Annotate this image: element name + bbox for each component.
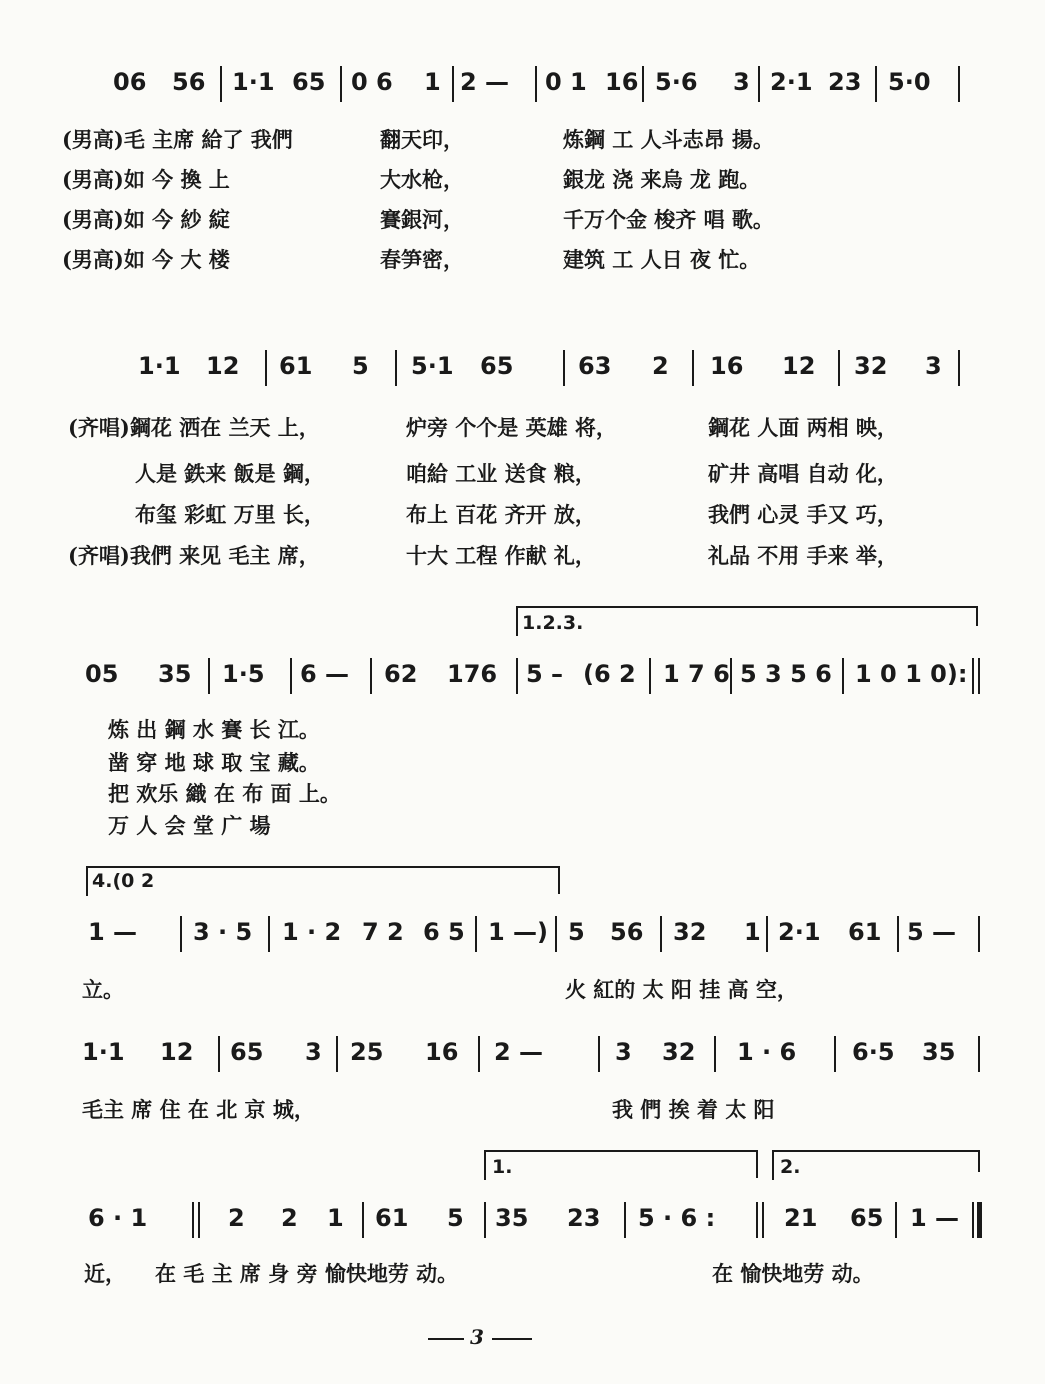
note-group: 1 7 6 — [663, 660, 730, 688]
volta-bracket — [516, 606, 976, 608]
note-group: 1·1 — [138, 352, 181, 380]
barline — [563, 350, 565, 386]
note-group: 32 — [854, 352, 888, 380]
note-group: 65 — [850, 1204, 884, 1232]
note-group: 12 — [782, 352, 816, 380]
note-group: 16 — [605, 68, 639, 96]
barline — [660, 916, 662, 952]
note-group: 3 · 5 — [193, 918, 253, 946]
lyric-line — [0, 972, 1045, 1002]
note-group: 05 — [85, 660, 119, 688]
note-group: 6 5 — [423, 918, 465, 946]
volta-bracket — [976, 606, 978, 626]
barline — [336, 1036, 338, 1072]
note-group: 5·1 — [411, 352, 454, 380]
barline — [218, 1036, 220, 1072]
barline — [958, 350, 960, 386]
barline — [362, 1202, 364, 1238]
lyric-line — [0, 538, 1045, 568]
lyric-segment: 十大 工程 作献 礼， — [406, 543, 596, 568]
barline — [642, 66, 644, 102]
volta-bracket — [484, 1150, 486, 1180]
lyric-line — [0, 497, 1045, 527]
lyric-segment: 炉旁 个个是 英雄 将， — [406, 415, 617, 440]
note-group: 21 — [784, 1204, 818, 1232]
lyric-line — [0, 202, 1045, 232]
repeat-barline — [978, 658, 980, 694]
barline — [340, 66, 342, 102]
lyric-segment: 建筑 工 人日 夜 忙。 — [563, 247, 761, 272]
lyric-segment: 翻天印， — [380, 127, 464, 152]
barline — [978, 916, 980, 952]
note-group: 0 1 — [545, 68, 587, 96]
lyric-segment: (男高)如 今 紗 綻 — [62, 207, 230, 232]
lyric-segment: 布玺 彩虹 万里 长， — [135, 502, 325, 527]
note-group: (6 2 — [583, 660, 636, 688]
note-group: 6 — — [300, 660, 350, 688]
volta-bracket — [978, 1150, 980, 1172]
lyric-segment: 在 愉快地劳 动。 — [712, 1261, 874, 1286]
note-group: 2·1 — [778, 918, 821, 946]
page-number: 3 — [470, 1325, 484, 1349]
note-group: 62 — [384, 660, 418, 688]
lyric-segment: 鋼花 人面 两相 映， — [708, 415, 898, 440]
note-group: 5 — — [907, 918, 957, 946]
note-group: 35 — [922, 1038, 956, 1066]
notation-row-2 — [0, 342, 1045, 386]
note-group: 176 — [447, 660, 498, 688]
lyric-line — [0, 745, 1045, 775]
barline — [535, 66, 537, 102]
note-group: 12 — [160, 1038, 194, 1066]
repeat-barline — [756, 1202, 758, 1238]
barline — [484, 1202, 486, 1238]
note-group: 56 — [610, 918, 644, 946]
volta-bracket — [772, 1150, 980, 1152]
lyric-line — [0, 122, 1045, 152]
lyric-segment: 賽銀河， — [380, 207, 464, 232]
note-group: 5·6 — [655, 68, 698, 96]
lyric-line — [0, 242, 1045, 272]
volta-bracket — [484, 1150, 756, 1152]
notation-row-1 — [0, 58, 1045, 102]
volta-label: 4.(0 2 — [92, 870, 155, 892]
lyric-line — [0, 808, 1045, 838]
barline — [842, 658, 844, 694]
note-group: 32 — [662, 1038, 696, 1066]
lyric-segment: 春笋密， — [380, 247, 464, 272]
notation-row-5 — [0, 1028, 1045, 1072]
barline — [265, 350, 267, 386]
volta-bracket — [86, 866, 88, 896]
barline — [598, 1036, 600, 1072]
note-group: 1 — [424, 68, 441, 96]
repeat-barline — [192, 1202, 194, 1238]
note-group: 1 0 1 0): — [855, 660, 968, 688]
lyric-segment: 把 欢乐 織 在 布 面 上。 — [108, 781, 341, 806]
volta-label: 2. — [780, 1156, 801, 1178]
note-group: 5 — [352, 352, 369, 380]
note-group: 1·1 — [232, 68, 275, 96]
note-group: 5·0 — [888, 68, 931, 96]
note-group: 06 — [113, 68, 147, 96]
lyric-line — [0, 456, 1045, 486]
lyric-segment: 人是 鉄来 飯是 鋼， — [135, 461, 325, 486]
volta-bracket — [756, 1150, 758, 1178]
note-group: 23 — [567, 1204, 601, 1232]
note-group: 1 — — [910, 1204, 960, 1232]
lyric-segment: 近， — [84, 1261, 126, 1286]
lyric-segment: (男高)如 今 大 楼 — [62, 247, 230, 272]
volta-bracket — [516, 606, 518, 636]
note-group: 6·5 — [852, 1038, 895, 1066]
barline — [452, 66, 454, 102]
barline — [692, 350, 694, 386]
lyric-segment: 火 紅的 太 阳 挂 高 空， — [565, 977, 798, 1002]
note-group: 2·1 — [770, 68, 813, 96]
note-group: 32 — [673, 918, 707, 946]
barline — [978, 1036, 980, 1072]
page-number-rule — [428, 1338, 464, 1340]
lyric-segment: 立。 — [82, 977, 124, 1002]
lyric-segment: 凿 穿 地 球 取 宝 藏。 — [108, 750, 320, 775]
repeat-barline — [198, 1202, 200, 1238]
lyric-segment: (男高)毛 主席 給了 我們 — [62, 127, 293, 152]
note-group: 56 — [172, 68, 206, 96]
notation-row-6 — [0, 1194, 1045, 1238]
barline — [875, 66, 877, 102]
volta-label: 1. — [492, 1156, 513, 1178]
note-group: 65 — [230, 1038, 264, 1066]
note-group: 61 — [375, 1204, 409, 1232]
volta-label: 1.2.3. — [522, 612, 584, 634]
lyric-line — [0, 410, 1045, 440]
barline — [649, 658, 651, 694]
volta-bracket — [86, 866, 560, 868]
final-barline — [977, 1202, 982, 1238]
barline — [766, 916, 768, 952]
notation-row-4 — [0, 908, 1045, 952]
note-group: 1·5 — [222, 660, 265, 688]
note-group: 3 — [615, 1038, 632, 1066]
note-group: 1 —) — [488, 918, 549, 946]
barline — [838, 350, 840, 386]
note-group: 5 3 5 6 — [740, 660, 832, 688]
repeat-barline — [972, 658, 974, 694]
note-group: 65 — [480, 352, 514, 380]
note-group: 3 — [305, 1038, 322, 1066]
barline — [516, 658, 518, 694]
lyric-segment: (齐唱)我們 来见 毛主 席， — [68, 543, 320, 568]
barline — [758, 66, 760, 102]
lyric-segment: 炼鋼 工 人斗志昂 揚。 — [563, 127, 774, 152]
lyric-segment: 咱給 工业 送食 粮， — [406, 461, 596, 486]
note-group: 12 — [206, 352, 240, 380]
page-number-rule — [492, 1338, 532, 1340]
barline — [958, 66, 960, 102]
lyric-segment: 我們 心灵 手又 巧， — [708, 502, 898, 527]
note-group: 3 — [925, 352, 942, 380]
barline — [624, 1202, 626, 1238]
barline — [478, 1036, 480, 1072]
barline — [714, 1036, 716, 1072]
note-group: 2 — [652, 352, 669, 380]
note-group: 1 · 2 — [282, 918, 342, 946]
final-barline — [972, 1202, 974, 1238]
lyric-segment: 礼品 不用 手来 举， — [708, 543, 898, 568]
barline — [208, 658, 210, 694]
barline — [834, 1036, 836, 1072]
note-group: 1 · 6 — [737, 1038, 797, 1066]
note-group: 2 — [228, 1204, 245, 1232]
lyric-segment: 布上 百花 齐开 放， — [406, 502, 596, 527]
lyric-segment: 大水枪， — [380, 167, 464, 192]
lyric-segment: 毛主 席 住 在 北 京 城， — [82, 1097, 315, 1122]
lyric-segment: 矿井 高唱 自动 化， — [708, 461, 898, 486]
lyric-segment: (男高)如 今 換 上 — [62, 167, 230, 192]
note-group: 1 — — [88, 918, 138, 946]
barline — [897, 916, 899, 952]
note-group: 1·1 — [82, 1038, 125, 1066]
note-group: 65 — [292, 68, 326, 96]
barline — [555, 916, 557, 952]
barline — [475, 916, 477, 952]
note-group: 2 — — [460, 68, 510, 96]
note-group: 5 — [447, 1204, 464, 1232]
volta-bracket — [558, 866, 560, 894]
note-group: 2 — [281, 1204, 298, 1232]
lyric-segment: 我 們 挨 着 太 阳 — [612, 1097, 775, 1122]
note-group: 16 — [710, 352, 744, 380]
note-group: 5 — [568, 918, 585, 946]
barline — [895, 1202, 897, 1238]
barline — [220, 66, 222, 102]
note-group: 3 — [733, 68, 750, 96]
lyric-line — [0, 162, 1045, 192]
lyric-line — [0, 712, 1045, 742]
note-group: 5 – — [526, 660, 564, 688]
notation-row-3 — [0, 650, 1045, 694]
lyric-segment: 在 毛 主 席 身 旁 愉快地劳 动。 — [155, 1261, 459, 1286]
lyric-segment: 銀龙 浇 来烏 龙 跑。 — [563, 167, 761, 192]
note-group: 0 6 — [351, 68, 393, 96]
note-group: 61 — [848, 918, 882, 946]
repeat-barline — [762, 1202, 764, 1238]
barline — [268, 916, 270, 952]
barline — [395, 350, 397, 386]
barline — [180, 916, 182, 952]
note-group: 61 — [279, 352, 313, 380]
note-group: 6 · 1 — [88, 1204, 148, 1232]
note-group: 7 2 — [362, 918, 404, 946]
note-group: 1 — [327, 1204, 344, 1232]
barline — [290, 658, 292, 694]
note-group: 25 — [350, 1038, 384, 1066]
note-group: 16 — [425, 1038, 459, 1066]
note-group: 63 — [578, 352, 612, 380]
note-group: 2 — — [494, 1038, 544, 1066]
lyric-segment: 炼 出 鋼 水 賽 长 江。 — [108, 717, 320, 742]
lyric-segment: (齐唱)鋼花 洒在 兰天 上， — [68, 415, 320, 440]
barline — [370, 658, 372, 694]
volta-bracket — [772, 1150, 774, 1180]
note-group: 23 — [828, 68, 862, 96]
barline — [730, 658, 732, 694]
lyric-segment: 千万个金 梭齐 唱 歌。 — [563, 207, 774, 232]
note-group: 5 · 6 : — [638, 1204, 716, 1232]
note-group: 35 — [158, 660, 192, 688]
note-group: 1 — [744, 918, 761, 946]
lyric-line — [0, 776, 1045, 806]
lyric-line — [0, 1092, 1045, 1122]
note-group: 35 — [495, 1204, 529, 1232]
lyric-line — [0, 1256, 1045, 1286]
lyric-segment: 万 人 会 堂 广 場 — [108, 813, 271, 838]
